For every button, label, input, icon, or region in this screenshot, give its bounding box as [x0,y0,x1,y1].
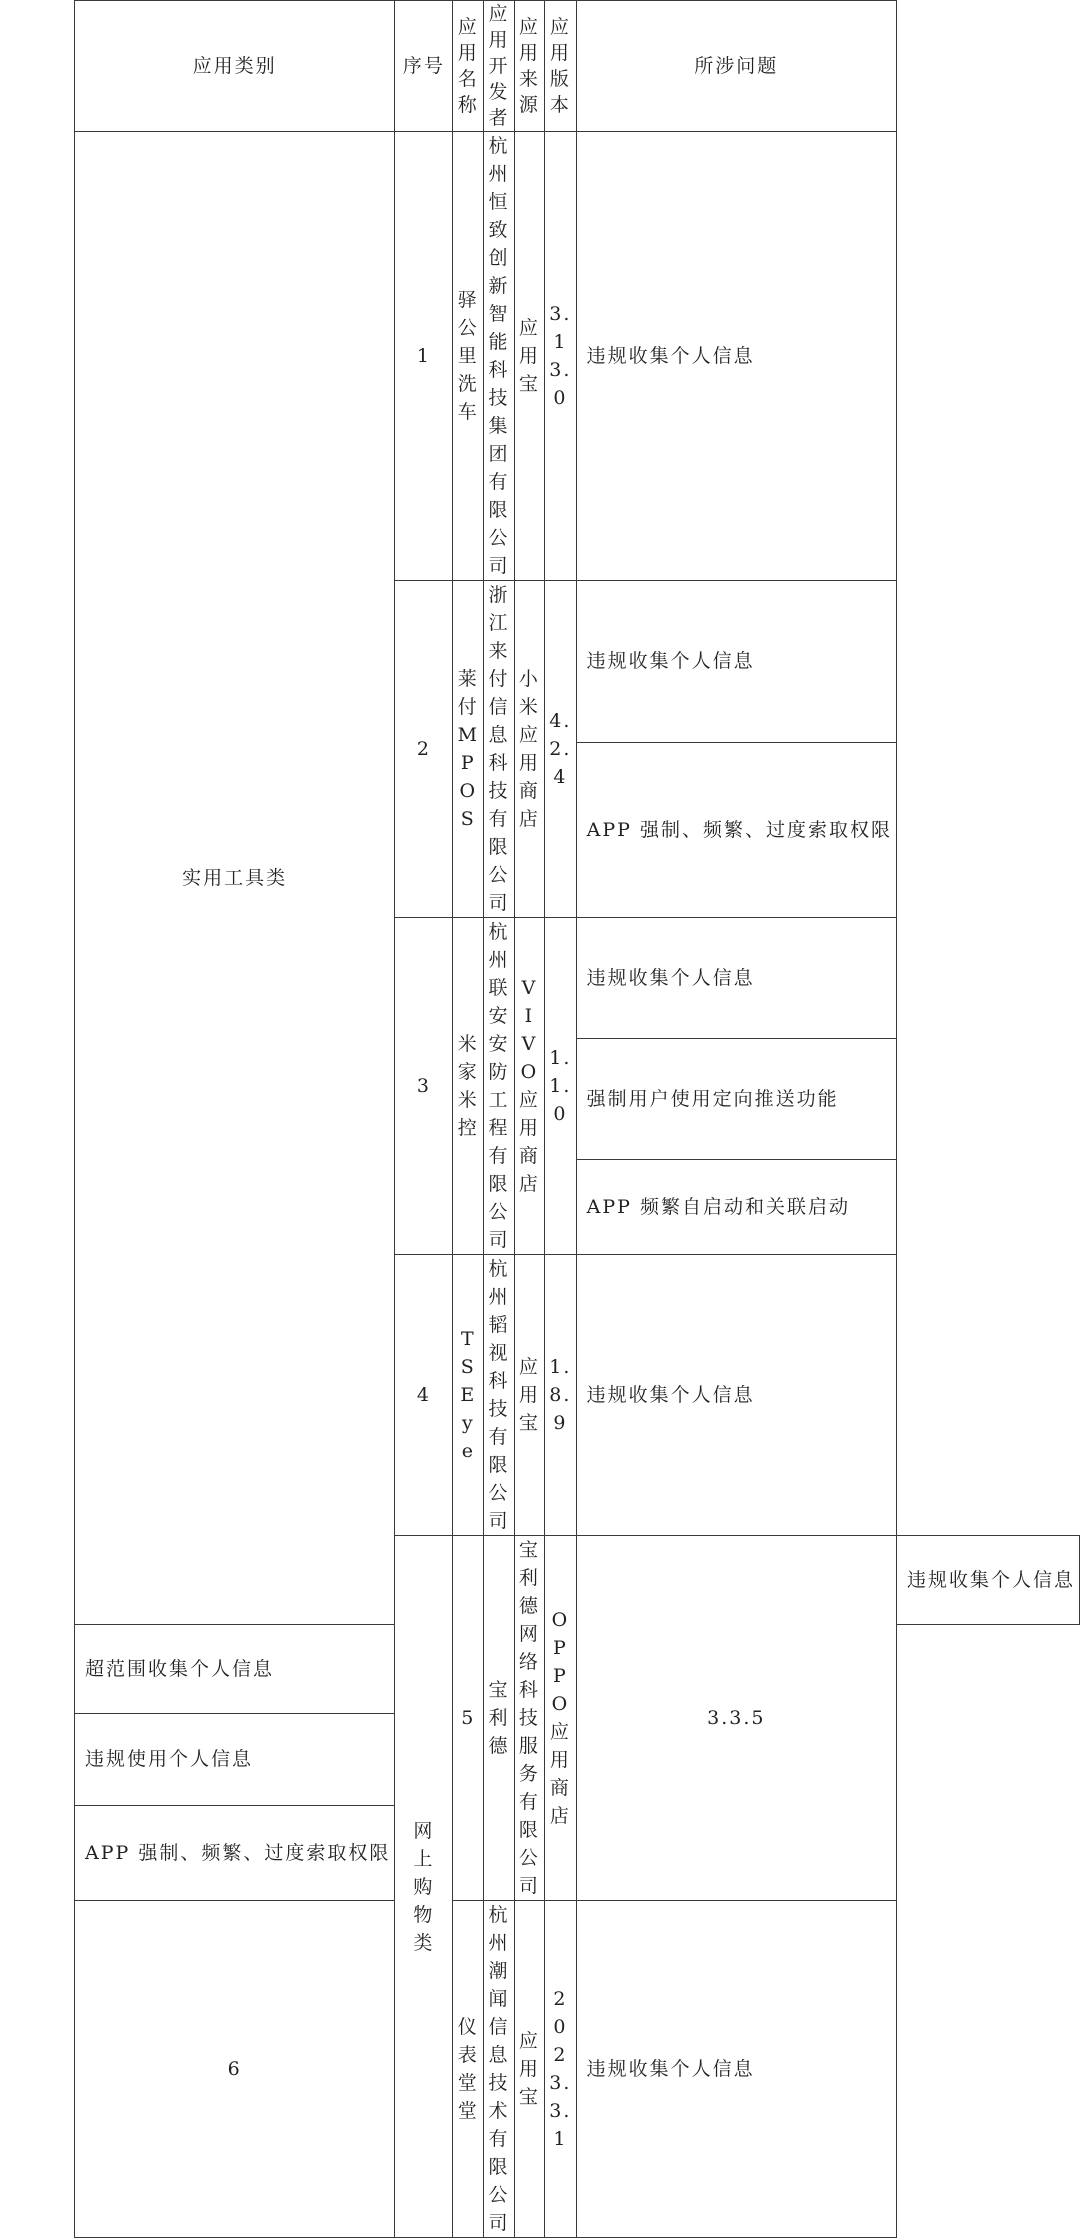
row-no: 1 [395,132,453,581]
row-issue: 违规收集个人信息 [576,1901,896,2238]
row-issue: 超范围收集个人信息 [75,1625,395,1714]
row-developer: 杭州韬视科技有限公司 [484,1255,515,1536]
category-cell: 网上购物类 [395,1536,453,2238]
header-issues: 所涉问题 [576,1,896,132]
row-issue: 违规收集个人信息 [576,581,896,743]
row-version: 4.2.4 [545,581,577,918]
header-developer: 应用开发者 [484,1,515,132]
row-version: 3.3.5 [576,1536,896,1901]
row-version: 2023.3.1 [545,1901,577,2238]
header-version: 应用版本 [545,1,577,132]
row-no: 2 [395,581,453,918]
row-developer: 杭州恒致创新智能科技集团有限公司 [484,132,515,581]
row-source: VIVO 应用商店 [514,918,544,1255]
row-no: 5 [453,1536,484,1901]
row-developer: 杭州潮闻信息技术有限公司 [484,1901,515,2238]
row-version: 1.8.9 [545,1255,577,1536]
row-issue: 违规使用个人信息 [75,1714,395,1805]
row-source: 应用宝 [514,132,544,581]
row-issue: APP 强制、频繁、过度索取权限 [75,1805,395,1900]
row-app-name: 米家米控 [453,918,484,1255]
row-issue: 强制用户使用定向推送功能 [576,1039,896,1160]
header-no: 序号 [395,1,453,132]
row-developer: 杭州联安安防工程有限公司 [484,918,515,1255]
row-no: 3 [395,918,453,1255]
header-row [75,1,1080,132]
header-category: 应用类别 [75,1,395,132]
row-no: 6 [75,1901,395,2238]
app-issues-table [74,0,1080,2238]
row-app-name: TSEye [453,1255,484,1536]
row-issue: APP 频繁自启动和关联启动 [576,1160,896,1255]
row-source: 应用宝 [514,1901,544,2238]
row-issue: 违规收集个人信息 [576,132,896,581]
row-app-name: 仪表堂堂 [453,1901,484,2238]
category-cell: 实用工具类 [75,132,395,1625]
row-app-name: 莱付 MPOS [453,581,484,918]
row-app-name: 宝利德 [484,1536,515,1901]
row-issue: APP 强制、频繁、过度索取权限 [576,742,896,917]
row-source: 应用宝 [514,1255,544,1536]
row-version: 3.13.0 [545,132,577,581]
row-no: 4 [395,1255,453,1536]
row-issue: 违规收集个人信息 [576,1255,896,1536]
header-name: 应用名称 [453,1,484,132]
row-developer: 浙江来付信息科技有限公司 [484,581,515,918]
header-source: 应用来源 [514,1,544,132]
row-source: OPPO 应用商店 [545,1536,577,1901]
table-row [75,1901,1080,2238]
row-issue: 违规收集个人信息 [896,1536,1079,1625]
row-issue: 违规收集个人信息 [576,918,896,1039]
row-app-name: 驿公里洗车 [453,132,484,581]
table-row [75,132,1080,581]
row-source: 小米应用商店 [514,581,544,918]
row-version: 1.1.0 [545,918,577,1255]
row-developer: 宝利德网络科技服务有限公司 [514,1536,544,1901]
